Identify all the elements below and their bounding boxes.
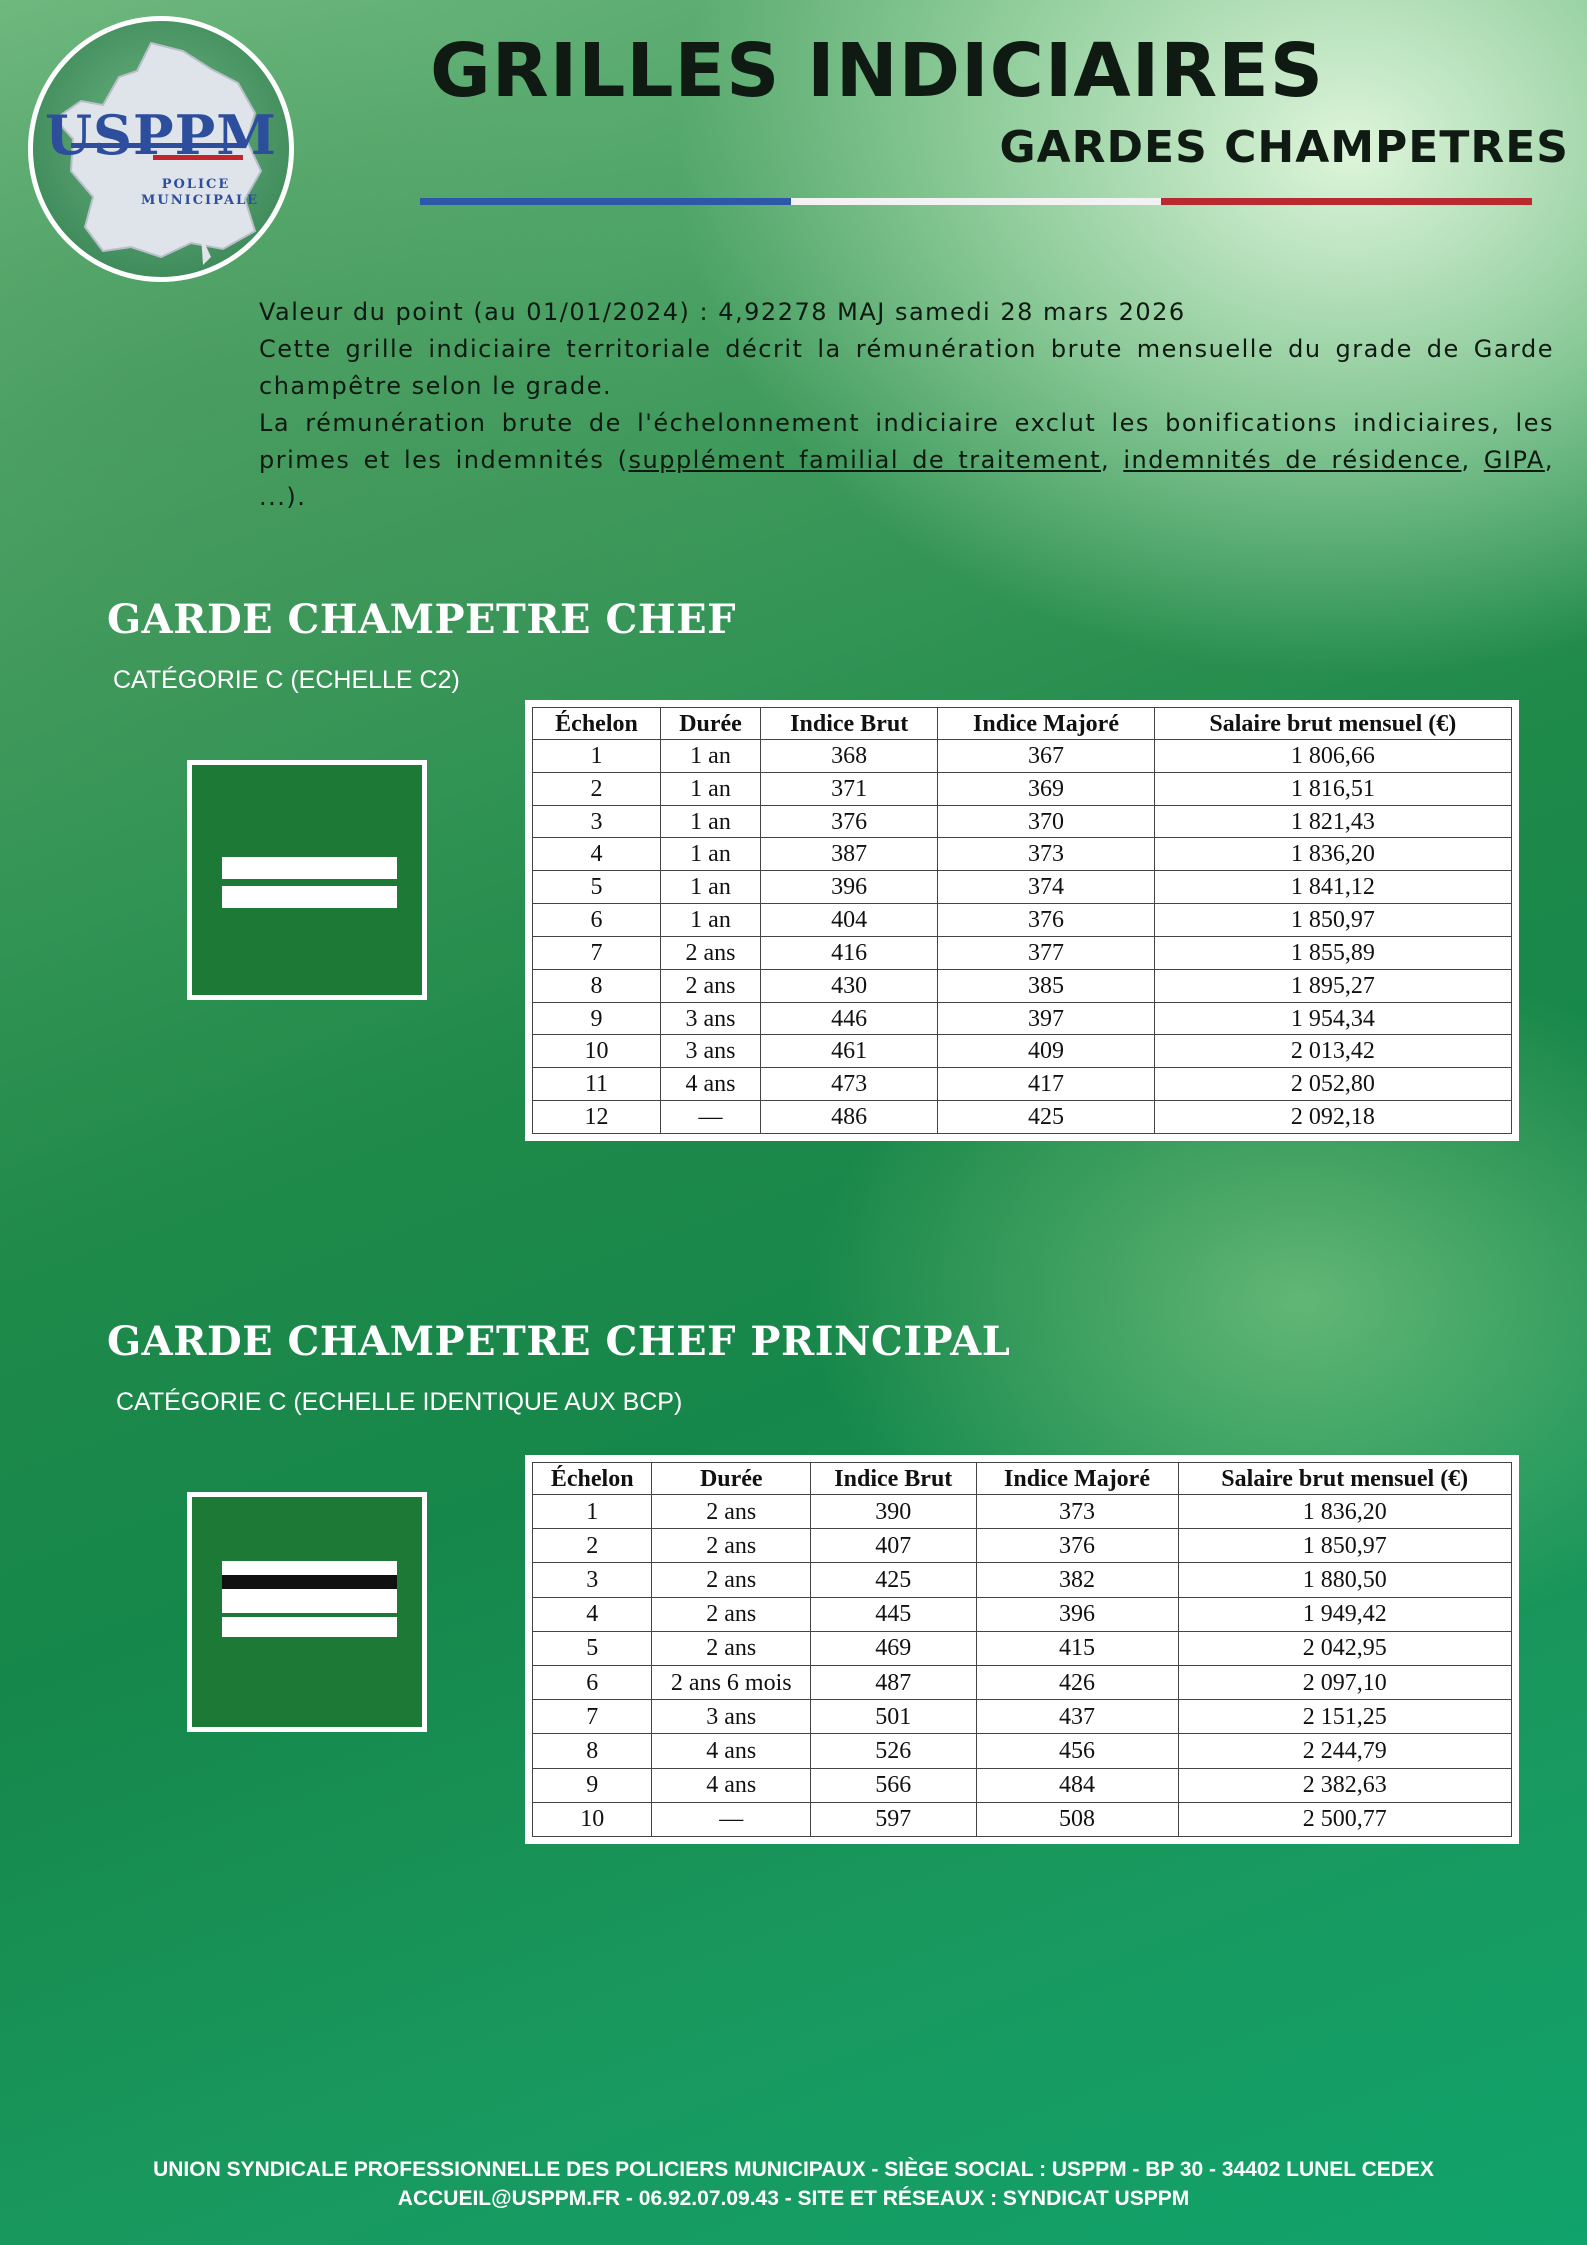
cell-echelon: 3: [533, 805, 661, 838]
cell-salaire: 2 042,95: [1178, 1631, 1512, 1665]
cell-duree: —: [661, 1101, 761, 1134]
logo-wordmark: USPPM: [44, 103, 278, 167]
table-row: [533, 1068, 1512, 1101]
rank-insignia-chef: [187, 760, 427, 1000]
cell-indice-brut: 407: [811, 1529, 977, 1563]
col-header-echelon: Échelon: [533, 1463, 652, 1495]
cell-indice-majore: 397: [938, 1002, 1154, 1035]
cell-echelon: 12: [533, 1101, 661, 1134]
cell-duree: 1 an: [661, 740, 761, 773]
cell-indice-majore: 437: [976, 1700, 1178, 1734]
cell-salaire: 1 850,97: [1154, 904, 1511, 937]
cell-duree: 2 ans: [652, 1495, 811, 1529]
cell-salaire: 1 821,43: [1154, 805, 1511, 838]
cell-echelon: 4: [533, 838, 661, 871]
table-body: [533, 1495, 1512, 1837]
cell-indice-majore: 396: [976, 1597, 1178, 1631]
cell-echelon: 2: [533, 1529, 652, 1563]
cell-echelon: 9: [533, 1768, 652, 1802]
cell-duree: 2 ans: [652, 1631, 811, 1665]
insignia-stripe: [222, 1589, 397, 1613]
link-indemnites-residence[interactable]: indemnités de résidence: [1123, 446, 1462, 474]
section-title-chef-principal: GARDE CHAMPETRE CHEF PRINCIPAL: [107, 1318, 1011, 1365]
page-title: GRILLES INDICIAIRES: [430, 28, 1325, 114]
table-row: [533, 1665, 1512, 1699]
cell-echelon: 1: [533, 740, 661, 773]
cell-indice-brut: 376: [761, 805, 938, 838]
cell-indice-brut: 396: [761, 871, 938, 904]
cell-salaire: 1 949,42: [1178, 1597, 1512, 1631]
col-header-salaire: Salaire brut mensuel (€): [1178, 1463, 1512, 1495]
table-row: [533, 904, 1512, 937]
cell-duree: —: [652, 1802, 811, 1836]
cell-salaire: 1 954,34: [1154, 1002, 1511, 1035]
cell-salaire: 2 092,18: [1154, 1101, 1511, 1134]
table-body: [533, 740, 1512, 1134]
table-row: [533, 1495, 1512, 1529]
cell-indice-brut: 445: [811, 1597, 977, 1631]
cell-echelon: 10: [533, 1802, 652, 1836]
cell-echelon: 4: [533, 1597, 652, 1631]
col-header-duree: Durée: [661, 708, 761, 740]
cell-echelon: 5: [533, 1631, 652, 1665]
cell-salaire: 1 836,20: [1178, 1495, 1512, 1529]
cell-indice-brut: 486: [761, 1101, 938, 1134]
table-row: [533, 838, 1512, 871]
cell-indice-brut: 446: [761, 1002, 938, 1035]
table-row: [533, 1529, 1512, 1563]
tricolor-red: [1161, 198, 1532, 205]
exclusions-paragraph: La rémunération brute de l'échelonnement indiciaire exclut les bonifications indiciaires, les primes et les indemnités (supplément familial de traitement, indemnités de résidence, GIPA, ...).: [259, 409, 1554, 511]
insignia-stripe-black: [222, 1575, 397, 1589]
col-header-indice-brut: Indice Brut: [811, 1463, 977, 1495]
cell-salaire: 2 382,63: [1178, 1768, 1512, 1802]
cell-echelon: 8: [533, 1734, 652, 1768]
cell-salaire: 2 052,80: [1154, 1068, 1511, 1101]
cell-indice-brut: 371: [761, 772, 938, 805]
cell-duree: 3 ans: [661, 1035, 761, 1068]
cell-indice-majore: 369: [938, 772, 1154, 805]
grid-description: Cette grille indiciaire territoriale décrit la rémunération brute mensuelle du grade de Garde champêtre selon le grade.: [259, 335, 1554, 400]
point-value-line: Valeur du point (au 01/01/2024) : 4,92278 MAJ samedi 28 mars 2026: [259, 298, 1186, 326]
cell-duree: 2 ans: [652, 1529, 811, 1563]
cell-indice-majore: 374: [938, 871, 1154, 904]
cell-echelon: 7: [533, 1700, 652, 1734]
table-row: [533, 1035, 1512, 1068]
cell-duree: 2 ans: [652, 1563, 811, 1597]
cell-duree: 2 ans 6 mois: [652, 1665, 811, 1699]
cell-echelon: 5: [533, 871, 661, 904]
cell-indice-brut: 487: [811, 1665, 977, 1699]
table-row: [533, 936, 1512, 969]
cell-duree: 1 an: [661, 838, 761, 871]
cell-salaire: 1 850,97: [1178, 1529, 1512, 1563]
cell-indice-majore: 382: [976, 1563, 1178, 1597]
page-subtitle: GARDES CHAMPETRES: [999, 122, 1569, 173]
cell-indice-brut: 461: [761, 1035, 938, 1068]
footer-address: UNION SYNDICALE PROFESSIONNELLE DES POLICIERS MUNICIPAUX - SIÈGE SOCIAL : USPPM - BP 30 - 34402 LUNEL CEDEX: [153, 2158, 1434, 2181]
cell-salaire: 2 244,79: [1178, 1734, 1512, 1768]
cell-duree: 1 an: [661, 805, 761, 838]
insignia-stripe: [222, 886, 397, 908]
cell-indice-majore: 426: [976, 1665, 1178, 1699]
cell-salaire: 1 855,89: [1154, 936, 1511, 969]
cell-duree: 4 ans: [652, 1768, 811, 1802]
cell-indice-majore: 508: [976, 1802, 1178, 1836]
cell-indice-majore: 373: [938, 838, 1154, 871]
cell-indice-majore: 370: [938, 805, 1154, 838]
cell-duree: 4 ans: [661, 1068, 761, 1101]
salary-table-chef-principal: [525, 1455, 1519, 1844]
cell-indice-brut: 425: [811, 1563, 977, 1597]
cell-echelon: 7: [533, 936, 661, 969]
cell-echelon: 11: [533, 1068, 661, 1101]
col-header-echelon: Échelon: [533, 708, 661, 740]
link-supplement-familial[interactable]: supplément familial de traitement: [628, 446, 1101, 474]
tricolor-divider: [420, 198, 1532, 205]
cell-duree: 1 an: [661, 871, 761, 904]
table-row: [533, 1768, 1512, 1802]
footer: [0, 2155, 1587, 2213]
table-row: [533, 1597, 1512, 1631]
insignia-stripe: [222, 1617, 397, 1637]
cell-indice-brut: 430: [761, 969, 938, 1002]
link-gipa[interactable]: GIPA: [1483, 446, 1545, 474]
cell-indice-brut: 597: [811, 1802, 977, 1836]
cell-duree: 1 an: [661, 904, 761, 937]
cell-echelon: 8: [533, 969, 661, 1002]
cell-duree: 2 ans: [661, 969, 761, 1002]
col-header-salaire: Salaire brut mensuel (€): [1154, 708, 1511, 740]
cell-indice-brut: 404: [761, 904, 938, 937]
cell-indice-brut: 566: [811, 1768, 977, 1802]
table-row: [533, 871, 1512, 904]
cell-salaire: 1 806,66: [1154, 740, 1511, 773]
cell-indice-majore: 456: [976, 1734, 1178, 1768]
table-row: [533, 1631, 1512, 1665]
cell-salaire: 1 816,51: [1154, 772, 1511, 805]
cell-echelon: 3: [533, 1563, 652, 1597]
tricolor-blue: [420, 198, 791, 205]
cell-indice-brut: 416: [761, 936, 938, 969]
cell-indice-brut: 501: [811, 1700, 977, 1734]
cell-salaire: 2 151,25: [1178, 1700, 1512, 1734]
cell-salaire: 1 895,27: [1154, 969, 1511, 1002]
table-row: [533, 1734, 1512, 1768]
col-header-indice-majore: Indice Majoré: [976, 1463, 1178, 1495]
grid-table-chef-principal: [532, 1462, 1512, 1837]
insignia-stripe: [222, 1561, 397, 1575]
table-row: [533, 1563, 1512, 1597]
cell-echelon: 10: [533, 1035, 661, 1068]
table-row: [533, 740, 1512, 773]
cell-indice-majore: 376: [938, 904, 1154, 937]
cell-indice-majore: 409: [938, 1035, 1154, 1068]
table-row: [533, 1002, 1512, 1035]
table-header-row: [533, 708, 1512, 740]
cell-duree: 4 ans: [652, 1734, 811, 1768]
cell-duree: 1 an: [661, 772, 761, 805]
section-category-chef: CATÉGORIE C (ECHELLE C2): [113, 666, 460, 694]
intro-text: [259, 294, 1554, 516]
grid-table-chef: [532, 707, 1512, 1134]
table-row: [533, 969, 1512, 1002]
cell-echelon: 1: [533, 1495, 652, 1529]
footer-contact: ACCUEIL@USPPM.FR - 06.92.07.09.43 - SITE ET RÉSEAUX : SYNDICAT USPPM: [397, 2187, 1190, 2210]
cell-duree: 2 ans: [652, 1597, 811, 1631]
cell-duree: 2 ans: [661, 936, 761, 969]
cell-indice-majore: 377: [938, 936, 1154, 969]
cell-indice-majore: 484: [976, 1768, 1178, 1802]
rank-insignia-chef-principal: [187, 1492, 427, 1732]
logo-subtitle: POLICE MUNICIPALE: [141, 177, 260, 208]
col-header-indice-brut: Indice Brut: [761, 708, 938, 740]
table-row: [533, 1700, 1512, 1734]
cell-indice-majore: 373: [976, 1495, 1178, 1529]
section-title-chef: GARDE CHAMPETRE CHEF: [107, 596, 736, 643]
section-category-chef-principal: CATÉGORIE C (ECHELLE IDENTIQUE AUX BCP): [116, 1388, 683, 1416]
cell-echelon: 6: [533, 904, 661, 937]
cell-echelon: 2: [533, 772, 661, 805]
col-header-duree: Durée: [652, 1463, 811, 1495]
cell-salaire: 2 013,42: [1154, 1035, 1511, 1068]
cell-salaire: 1 836,20: [1154, 838, 1511, 871]
salary-table-chef: [525, 700, 1519, 1141]
cell-indice-brut: 526: [811, 1734, 977, 1768]
cell-salaire: 2 097,10: [1178, 1665, 1512, 1699]
cell-salaire: 1 841,12: [1154, 871, 1511, 904]
cell-indice-majore: 385: [938, 969, 1154, 1002]
cell-echelon: 9: [533, 1002, 661, 1035]
col-header-indice-majore: Indice Majoré: [938, 708, 1154, 740]
table-row: [533, 1101, 1512, 1134]
cell-indice-brut: 390: [811, 1495, 977, 1529]
cell-indice-brut: 387: [761, 838, 938, 871]
cell-indice-majore: 417: [938, 1068, 1154, 1101]
table-header-row: [533, 1463, 1512, 1495]
cell-indice-brut: 368: [761, 740, 938, 773]
cell-indice-majore: 376: [976, 1529, 1178, 1563]
cell-indice-majore: 367: [938, 740, 1154, 773]
usppm-logo: [28, 16, 294, 282]
cell-echelon: 6: [533, 1665, 652, 1699]
table-row: [533, 1802, 1512, 1836]
tricolor-white: [791, 198, 1162, 205]
cell-indice-brut: 473: [761, 1068, 938, 1101]
cell-salaire: 1 880,50: [1178, 1563, 1512, 1597]
cell-duree: 3 ans: [661, 1002, 761, 1035]
cell-salaire: 2 500,77: [1178, 1802, 1512, 1836]
cell-duree: 3 ans: [652, 1700, 811, 1734]
cell-indice-brut: 469: [811, 1631, 977, 1665]
table-row: [533, 805, 1512, 838]
cell-indice-majore: 425: [938, 1101, 1154, 1134]
table-row: [533, 772, 1512, 805]
insignia-stripe: [222, 857, 397, 879]
cell-indice-majore: 415: [976, 1631, 1178, 1665]
